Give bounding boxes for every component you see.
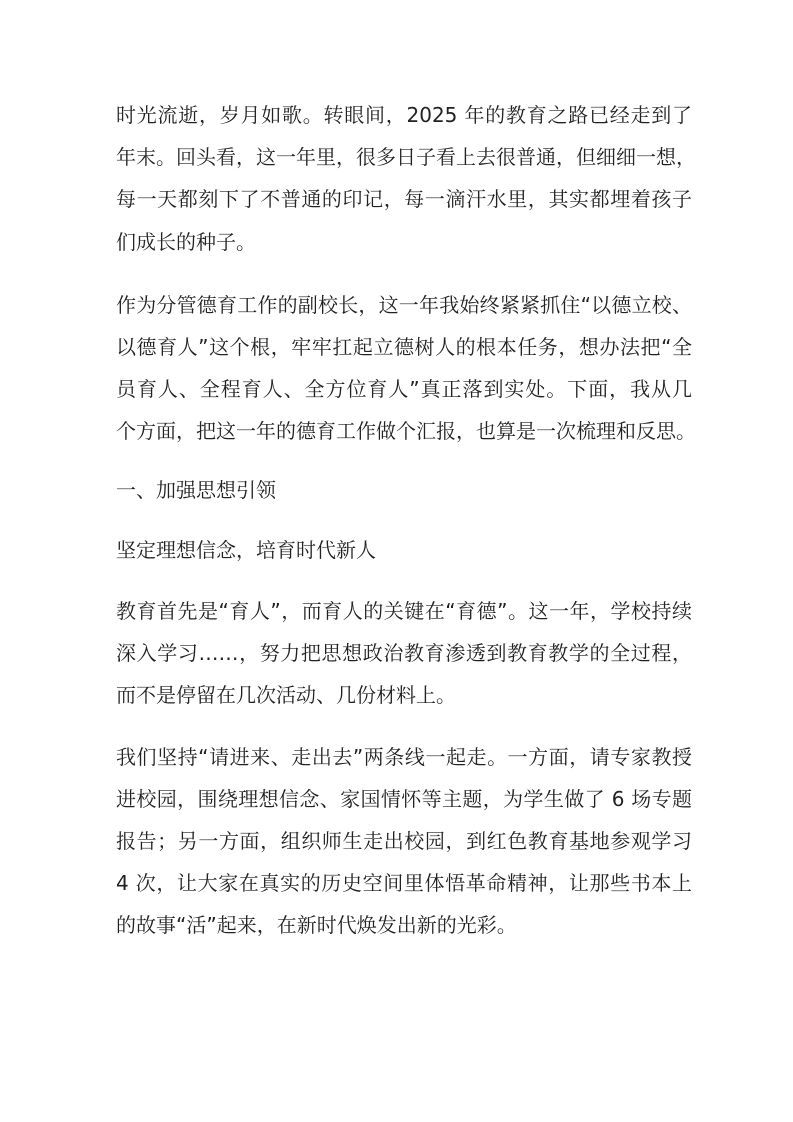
text-line: 深入学习……，努力把思想政治教育渗透到教育教学的全过程，	[116, 641, 692, 665]
text-line: 报告；另一方面，组织师生走出校园，到红色教育基地参观学习	[116, 829, 692, 853]
text-line: 的故事“活”起来，在新时代焕发出新的光彩。	[116, 913, 517, 937]
text-line: 而不是停留在几次活动、几份材料上。	[116, 683, 456, 707]
text-line: 年末。回头看，这一年里，很多日子看上去很普通，但细细一想，	[116, 145, 696, 169]
text-line: 们成长的种子。	[116, 230, 256, 254]
text-line: 进校园，围绕理想信念、家国情怀等主题，为学生做了 6 场专题	[116, 787, 692, 811]
text-line: 教育首先是“育人”，而育人的关键在“育德”。这一年，学校持续	[116, 599, 692, 623]
text-line: 个方面，把这一年的德育工作做个汇报，也算是一次梳理和反思。	[116, 419, 696, 443]
section-subheading: 坚定理想信念，培育时代新人	[116, 538, 376, 562]
text-line: 员育人、全程育人、全方位育人”真正落到实处。下面，我从几	[116, 377, 692, 401]
text-line: 以德育人”这个根，牢牢扛起立德树人的根本任务，想办法把“全	[116, 335, 692, 359]
text-line: 每一天都刻下了不普通的印记，每一滴汗水里，其实都埋着孩子	[116, 187, 692, 211]
text-line: 4 次，让大家在真实的历史空间里体悟革命精神，让那些书本上	[116, 871, 692, 895]
text-line: 时光流逝，岁月如歌。转眼间，2025 年的教育之路已经走到了	[116, 103, 692, 127]
text-line: 作为分管德育工作的副校长，这一年我始终紧紧抓住“以德立校、	[116, 293, 692, 317]
section-heading: 一、加强思想引领	[116, 478, 276, 502]
text-line: 我们坚持“请进来、走出去”两条线一起走。一方面，请专家教授	[116, 745, 692, 769]
